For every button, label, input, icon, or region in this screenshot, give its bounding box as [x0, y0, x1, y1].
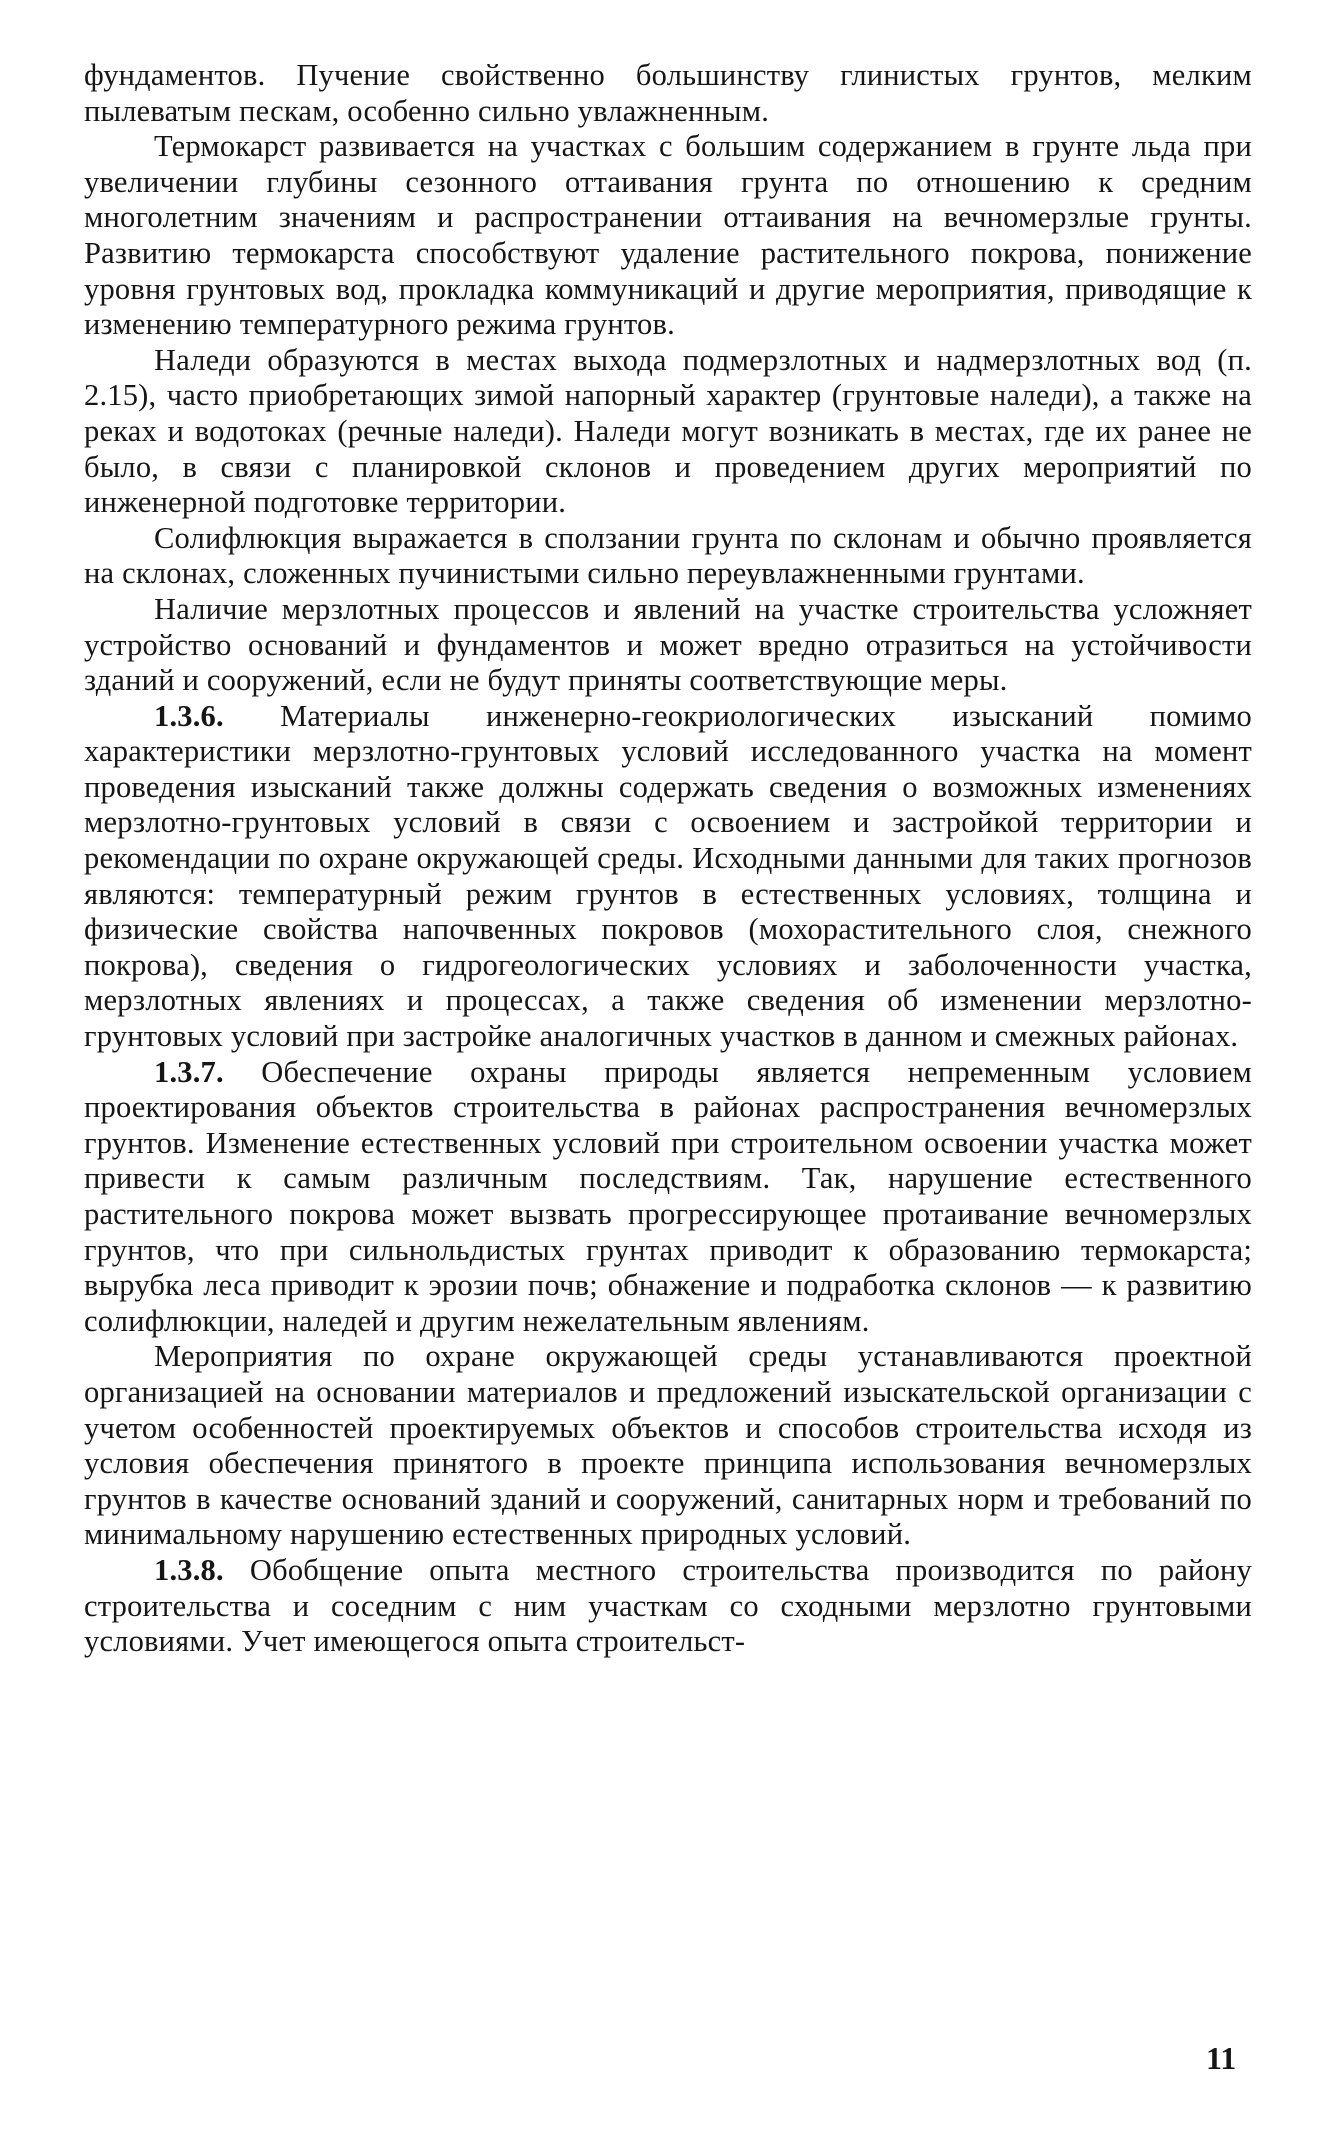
section-1-3-8 [84, 1553, 1252, 1660]
paragraph-environment-measures [84, 1339, 1252, 1553]
paragraph-text: Обеспечение охраны природы является непременным условием проектирования объектов строительства в районах распространения вечномерзлых грунтов. Изменение естественных условий при строительном освоении участка может привести к самым различным последствиям. Так, нарушение естественного растительного покрова может вызвать прогрессирующее протаивание вечномерзлых грунтов, что при сильнольдистых грунтах приводит к образованию термокарста; вырубка леса приводит к эрозии почв; обнажение и подработка склонов — к развитию солифлюкции, наледей и другим нежелательным явлениям. [84, 1054, 1252, 1338]
paragraph-continuation [84, 58, 1252, 129]
paragraph-text: Обобщение опыта местного строительства производится по району строительства и соседним с ним участкам со сходными мерзлотно грунтовыми условиями. Учет имеющегося опыта строительст- [84, 1552, 1253, 1659]
page-body [84, 58, 1252, 1660]
paragraph-text: Солифлюкция выражается в сползании грунта по склонам и обычно проявляется на склонах, сложенных пучинистыми сильно переувлажненными грунтами. [84, 520, 1252, 591]
section-number: 1.3.8. [154, 1552, 224, 1587]
paragraph-permafrost-processes [84, 592, 1252, 699]
paragraph-thermokarst [84, 129, 1252, 343]
section-1-3-6 [84, 699, 1252, 1055]
section-1-3-7 [84, 1055, 1252, 1340]
paragraph-naledi [84, 343, 1252, 521]
paragraph-text: Наледи образуются в местах выхода подмерзлотных и надмерзлотных вод (п. 2.15), часто приобретающих зимой напорный характер (грунтовые наледи), а также на реках и водотоках (речные наледи). Наледи могут возникать в местах, где их ранее не было, в связи с планировкой склонов и проведением других мероприятий по инженерной подготовке территории. [84, 342, 1252, 520]
paragraph-text: Мероприятия по охране окружающей среды устанавливаются проектной организацией на основании материалов и предложений изыскательской организации с учетом особенностей проектируемых объектов и способов строительства исходя из условия обеспечения принятого в проекте принципа использования вечномерзлых грунтов в качестве оснований зданий и сооружений, санитарных норм и требований по минимальному нарушению естественных природных условий. [84, 1339, 1252, 1552]
page-number: 11 [1206, 2040, 1237, 2076]
paragraph-text: Наличие мерзлотных процессов и явлений на участке строительства усложняет устройство оснований и фундаментов и может вредно отразиться на устойчивости зданий и сооружений, если не будут приняты соответствующие меры. [84, 591, 1252, 698]
section-number: 1.3.6. [154, 698, 224, 733]
paragraph-text: фундаментов. Пучение свойственно большинству глинистых грунтов, мелким пылеватым пескам, особенно сильно увлажненным. [84, 58, 1252, 128]
paragraph-solifluction [84, 521, 1252, 592]
paragraph-text: Термокарст развивается на участках с большим содержанием в грунте льда при увеличении глубины сезонного оттаивания грунта по отношению к средним многолетним значениям и распространении оттаивания на вечномерзлые грунты. Развитию термокарста способствуют удаление растительного покрова, понижение уровня грунтовых вод, прокладка коммуникаций и другие мероприятия, приводящие к изменению температурного режима грунтов. [84, 129, 1252, 342]
paragraph-text: Материалы инженерно-геокриологических изысканий помимо характеристики мерзлотно-грунтовых условий исследованного участка на момент проведения изысканий также должны содержать сведения о возможных изменениях мерзлотно-грунтовых условий в связи с освоением и застройкой территории и рекомендации по охране окружающей среды. Исходными данными для таких прогнозов являются: температурный режим грунтов в естественных условиях, толщина и физические свойства напочвенных покровов (мохорастительного слоя, снежного покрова), сведения о гидрогеологических условиях и заболоченности участка, мерзлотных явлениях и процессах, а также сведения об изменении мерзлотно-грунтовых условий при застройке аналогичных участков в данном и смежных районах. [84, 698, 1252, 1054]
section-number: 1.3.7. [154, 1054, 224, 1089]
